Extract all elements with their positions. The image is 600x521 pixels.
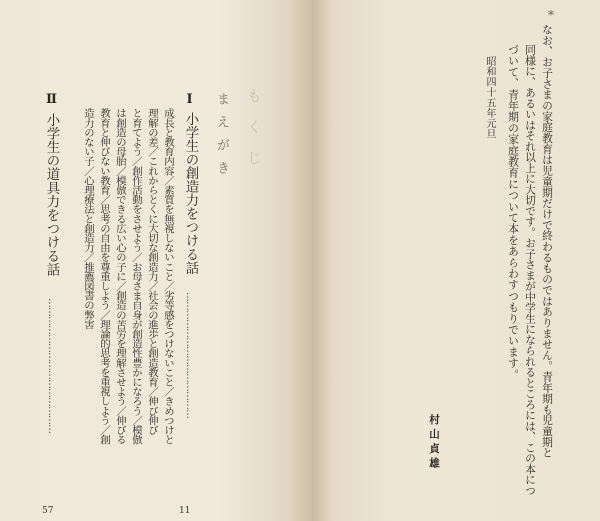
part2-numeral: Ⅱ [44,92,59,107]
part1-subtopics-line: は創造の母胎／模倣できる広い心の子に／創造の苦労を理解させよう／伸びる [114,108,126,445]
part1-subtopics-line: 成長と教育内容／素質を無視しないこと／劣等感をつけないこと／きめつけと [162,108,174,445]
part1-subtopics-line: 理解の差／これからとくに大切な創造力／社会の進歩と創造教育／伸び伸び [146,108,158,435]
part1-page-number: 11 [179,506,191,516]
part1-subtopics-line: と育てよう／創作活動をさせよう／お母さま自身が創造性豊かになろう／模倣 [130,108,142,445]
part1-leader: …………………………………… [184,292,195,418]
part1-subtopics-line: 造力のない子／心理療法と創造力／推薦図書の弊害 [82,108,94,329]
part2-leader: ……………………………………… [46,298,57,433]
part2-title: 小学生の道具力をつける話 [44,113,59,277]
preface-line: づいて、青年期の家庭教育について本をあらわすつもりでいます。 [507,44,520,380]
section-heading: まえがき [214,92,229,184]
part2-page-number: 57 [42,506,54,516]
part1-subtopics-line: 教育と伸びない教育／思考の自由を尊重しよう／理論的思考を重視しよう／創 [98,108,110,445]
part1-numeral: Ⅰ [182,92,197,107]
preface-line: 同様に、あるいはそれ以上に大切です。お子さまが中学生になられるところには、この本につ [524,44,537,496]
asterisk-mark: * [548,8,554,22]
part1-title: 小学生の創造力をつける話 [183,112,198,275]
right-page [312,0,600,521]
preface-date: 昭和四十五年元旦 [484,56,495,140]
bleed-heading: もくじ [245,88,263,181]
preface-line: なお、お子さまの家庭教育は児童期だけで終わるものではありません。青年期も児童期と [541,24,554,458]
preface-author: 村山貞雄 [428,414,440,472]
